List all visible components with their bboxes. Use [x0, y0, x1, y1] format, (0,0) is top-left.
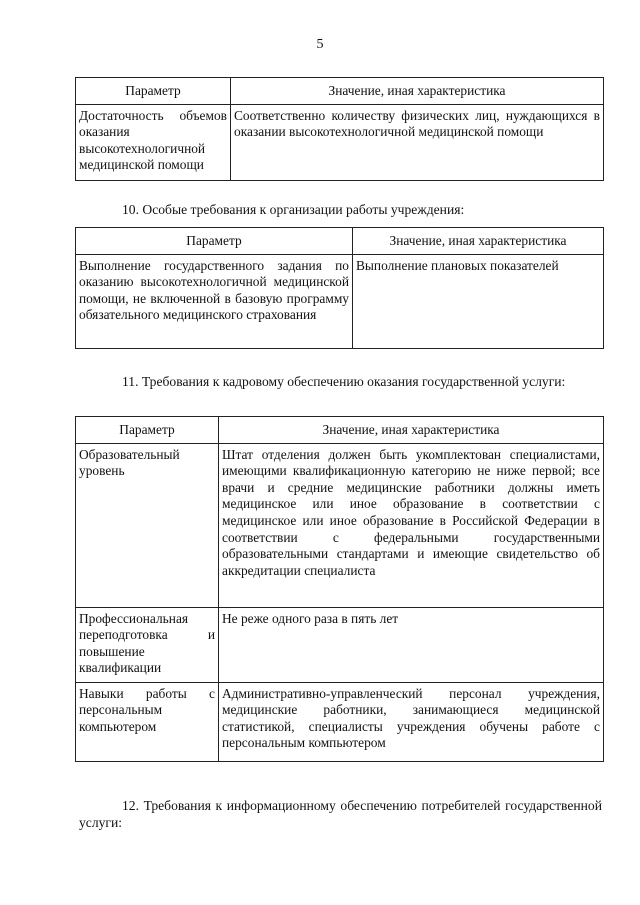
table-row: [76, 254, 604, 348]
header-value: Значение, иная характеристика: [353, 228, 604, 255]
section-10-heading: 10. Особые требования к организации работы учреждения:: [122, 202, 465, 217]
table-staffing: [75, 416, 604, 762]
cell-value: Административно-управленческий персонал учреждения, медицинские работники, занимающиеся медицинской статистикой, специалисты учреждения обучены работе с персональным компьютером: [219, 682, 604, 761]
table-header-row: [76, 417, 604, 444]
header-value: Значение, иная характеристика: [231, 78, 604, 105]
table-header-row: [76, 78, 604, 105]
table-special-requirements: [75, 227, 604, 349]
cell-value: Соответственно количеству физических лиц, нуждающихся в оказании высокотехнологичной медицинской помощи: [231, 104, 604, 180]
cell-parameter: Достаточность объемов оказания высокотехнологичной медицинской помощи: [76, 104, 231, 180]
cell-value: Штат отделения должен быть укомплектован специалистами, имеющими квалификационную категорию не ниже первой; все врачи и средние медицинские работники должны иметь медицинское или иное образование в соответствии с медицинское или иное образование в Российской Федерации в соответствии с федеральными государственными образовательными стандартами и имеющие свидетельство об аккредитации специалиста: [219, 443, 604, 607]
table-sufficiency: [75, 77, 604, 181]
header-parameter: Параметр: [76, 78, 231, 105]
cell-parameter: Выполнение государственного задания по оказанию высокотехнологичной медицинской помощи, не включенной в базовую программу обязательного медицинского страхования: [76, 254, 353, 348]
table-row: [76, 104, 604, 180]
header-value: Значение, иная характеристика: [219, 417, 604, 444]
page-number: 5: [316, 37, 324, 52]
section-11-heading: 11. Требования к кадровому обеспечению оказания государственной услуги:: [122, 374, 566, 389]
cell-parameter: Профессиональная переподготовка и повышение квалификации: [76, 607, 219, 682]
header-parameter: Параметр: [76, 417, 219, 444]
header-parameter: Параметр: [76, 228, 353, 255]
cell-parameter: Навыки работы с персональным компьютером: [76, 682, 219, 761]
table-row: [76, 682, 604, 761]
table-row: [76, 443, 604, 607]
cell-value: Выполнение плановых показателей: [353, 254, 604, 348]
table-header-row: [76, 228, 604, 255]
table-row: [76, 607, 604, 682]
section-12-heading: 12. Требования к информационному обеспечению потребителей государственной услуги:: [79, 798, 602, 830]
cell-value: Не реже одного раза в пять лет: [219, 607, 604, 682]
cell-parameter: Образовательный уровень: [76, 443, 219, 607]
